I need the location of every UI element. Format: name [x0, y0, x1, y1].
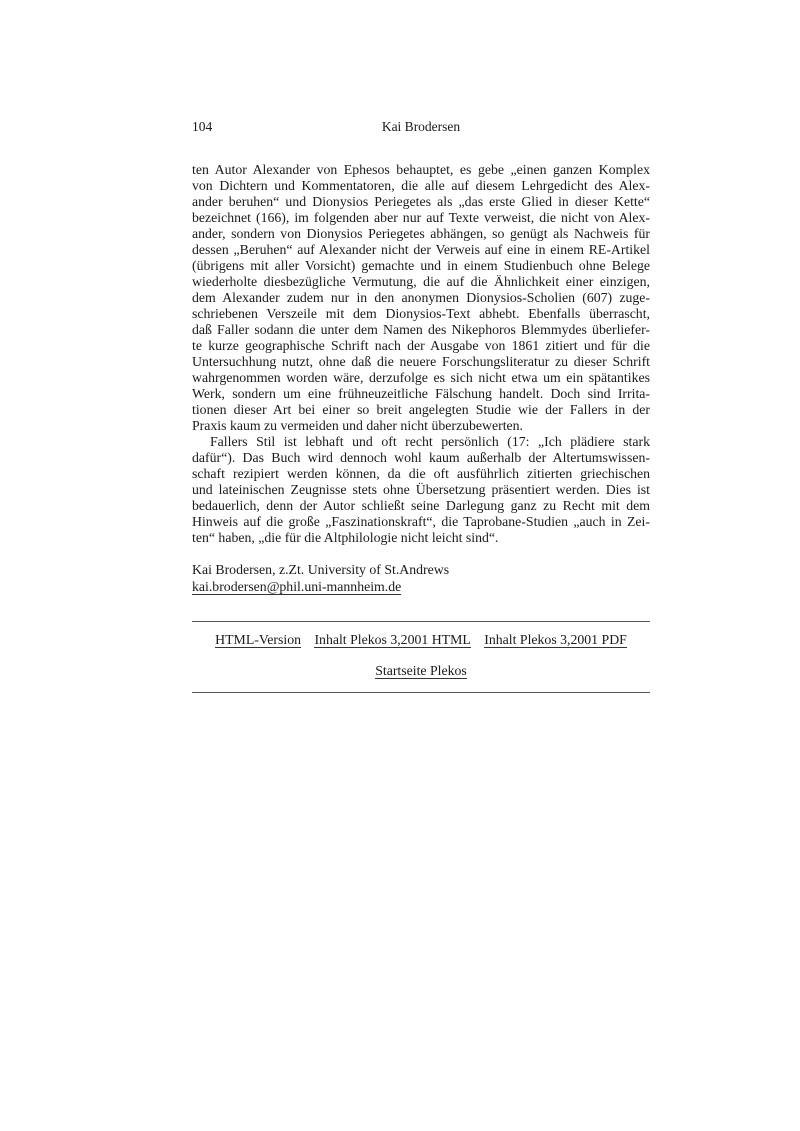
html-version-link[interactable]: HTML-Version: [215, 632, 301, 647]
text-line: Praxis kaum zu vermeiden und daher nicht überzubewerten.: [192, 418, 524, 433]
text-line: Hinweis auf die große „Faszinationskraft“, die Taprobane-Studien „auch in Zei-: [192, 514, 650, 529]
text-line: wiederholte diesbezügliche Vermutung, die auf die Ähnlichkeit einer einzigen,: [192, 274, 650, 289]
text-line: daß Faller sodann die unter dem Namen des Nikephoros Blemmydes überliefer-: [192, 322, 650, 337]
text-line: ten“ haben, „die für die Altphilologie nicht leicht sind“.: [192, 530, 499, 545]
text-line: und lateinischen Zeugnisse stets ohne Übersetzung präsentiert werden. Dies ist: [192, 482, 650, 497]
paragraph: [192, 434, 650, 546]
author-email-link[interactable]: kai.brodersen@phil.uni-mannheim.de: [192, 579, 402, 594]
home-link[interactable]: Startseite Plekos: [375, 663, 467, 678]
text-line: te kurze geographische Schrift nach der Ausgabe von 1861 zitiert und für die: [192, 338, 650, 353]
text-line: dafür“). Das Buch wird dennoch wohl kaum außerhalb der Altertumswissen-: [192, 450, 650, 465]
body-text: [192, 162, 650, 546]
author-signature: [192, 561, 449, 595]
text-line: von Dichtern und Kommentatoren, die alle auf diesem Lehrgedicht des Alex-: [192, 178, 650, 193]
text-line: ten Autor Alexander von Ephesos behauptet, es gebe „einen ganzen Komplex: [192, 162, 650, 177]
text-line: Untersuchhung nutzt, ohne daß die neuere Forschungsliteratur zu dieser Schrift: [192, 354, 650, 369]
text-line: bedauerlich, denn der Autor schließt seine Darlegung ganz zu Recht mit dem: [192, 498, 650, 513]
author-name: Kai Brodersen, z.Zt. University of St.Andrews: [192, 562, 450, 577]
text-line: ander, sondern von Dionysios Periegetes abhängen, so genügt als Nachweis für: [192, 226, 650, 241]
contents-pdf-link[interactable]: Inhalt Plekos 3,2001 PDF: [484, 632, 627, 647]
text-line: bezeichnet (166), im folgenden aber nur auf Texte verweist, die nicht von Alex-: [192, 210, 650, 225]
text-line: ander beruhen“ und Dionysios Periegetes als „das erste Glied in dieser Kette“: [192, 194, 650, 209]
text-line: dessen „Beruhen“ auf Alexander nicht der Verweis auf eine in einem RE-Artikel: [192, 242, 650, 257]
text-line: schaft rezipiert werden können, da die oft ausführlich zitierten griechischen: [192, 466, 650, 481]
text-line: Fallers Stil ist lebhaft und oft recht persönlich (17: „Ich plädiere stark: [210, 434, 650, 449]
divider: [192, 692, 650, 693]
paragraph: [192, 162, 650, 434]
text-line: tionen dieser Art bei einer so breit angelegten Studie wie der Fallers in der: [192, 402, 650, 417]
contents-html-link[interactable]: Inhalt Plekos 3,2001 HTML: [314, 632, 471, 647]
text-line: schriebenen Verszeile mit dem Dionysios-Text abhebt. Ebenfalls überrascht,: [192, 306, 650, 321]
text-line: dem Alexander zudem nur in den anonymen Dionysios-Scholien (607) zuge-: [192, 290, 650, 305]
text-line: wahrgenommen worden wäre, derzufolge es sich nicht etwa um ein spätantikes: [192, 370, 650, 385]
page-number: 104: [192, 119, 213, 134]
divider: [192, 621, 650, 622]
text-line: Werk, sondern um eine frühneuzeitliche Fälschung handelt. Doch sind Irrita-: [192, 386, 650, 401]
home-nav: [192, 663, 650, 679]
nav-links: [192, 632, 650, 648]
running-head: Kai Brodersen: [381, 119, 461, 134]
text-line: (übrigens mit aller Vorsicht) gemachte und in einem Studienbuch ohne Belege: [192, 258, 650, 273]
